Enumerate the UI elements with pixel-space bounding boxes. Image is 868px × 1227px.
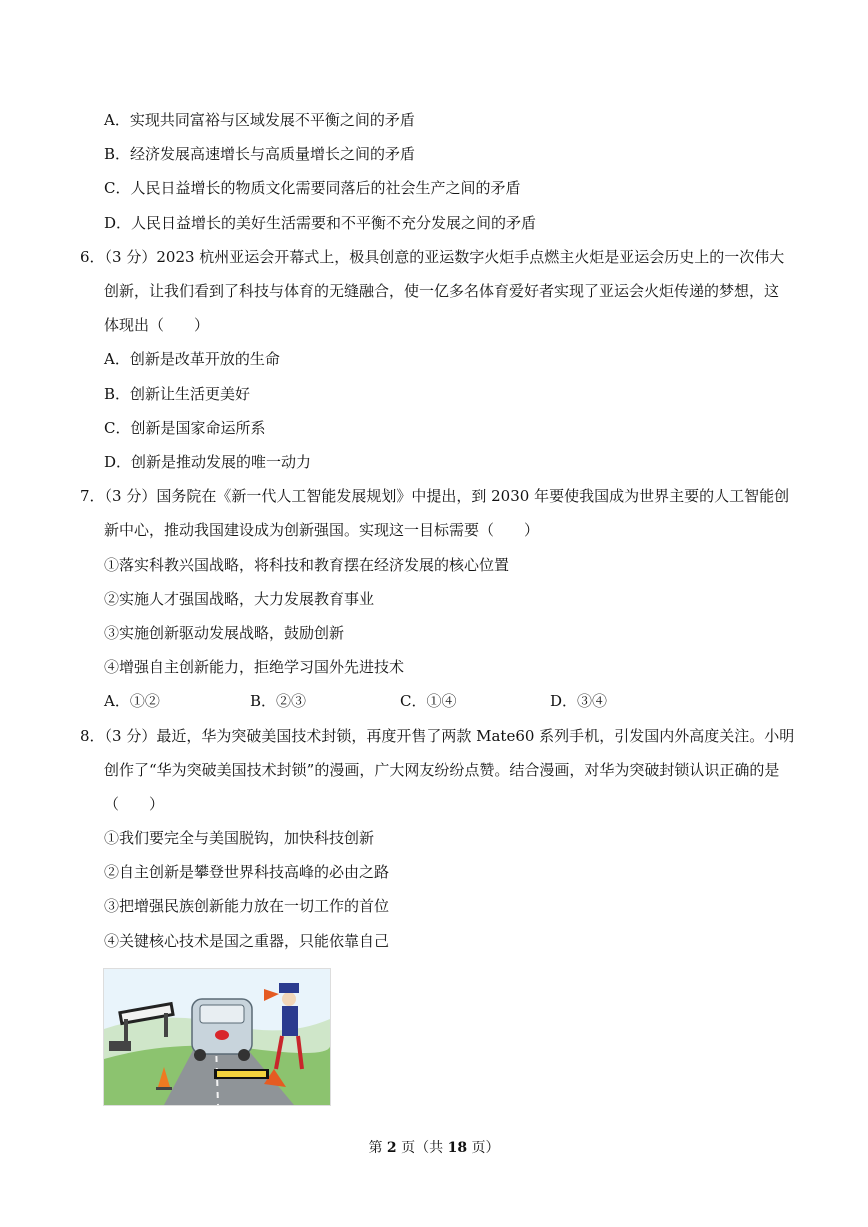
q7-statement-3: ③实施创新驱动发展战略，鼓励创新 — [104, 624, 345, 642]
q6-stem-line3: 体现出（ ） — [104, 316, 210, 334]
q7-stem-line2: 新中心，推动我国建设成为创新强国。实现这一目标需要（ ） — [104, 521, 540, 539]
q8-stem-line1: 8．（3 分）最近，华为突破美国技术封锁，再度开售了两款 Mate60 系列手机，引发国内外高度关注。小明 — [80, 727, 795, 745]
q7-statement-1: ①落实科教兴国战略，将科技和教育摆在经济发展的核心位置 — [104, 556, 510, 574]
q8-statement-1: ①我们要完全与美国脱钩，加快科技创新 — [104, 829, 375, 847]
q8-stem-line3: （ ） — [104, 795, 165, 813]
total-page-number: 18 — [447, 1140, 468, 1156]
q5-option-a: A．实现共同富裕与区域发展不平衡之间的矛盾 — [104, 111, 415, 129]
q6-option-b: B．创新让生活更美好 — [104, 385, 251, 403]
q5-option-b: B．经济发展高速增长与高质量增长之间的矛盾 — [104, 145, 416, 163]
q7-stem-line1: 7．（3 分）国务院在《新一代人工智能发展规划》中提出，到 2030 年要使我国成为世界主要的人工智能创 — [80, 487, 790, 505]
q8-statement-4: ④关键核心技术是国之重器，只能依靠自己 — [104, 932, 390, 950]
q7-choices — [104, 691, 664, 711]
q6-stem-line2: 创新，让我们看到了科技与体育的无缝融合，使一亿多名体育爱好者实现了亚运会火炬传递的梦想，这 — [104, 282, 780, 300]
q7-statement-2: ②实施人才强国战略，大力发展教育事业 — [104, 590, 375, 608]
q5-option-c: C．人民日益增长的物质文化需要同落后的社会生产之间的矛盾 — [104, 179, 521, 197]
footer-prefix: 第 — [368, 1140, 387, 1156]
q6-option-d: D．创新是推动发展的唯一动力 — [104, 453, 312, 471]
q6-option-a: A．创新是改革开放的生命 — [104, 350, 280, 368]
q7-choice-c: C．①④ — [400, 692, 457, 710]
q5-option-d: D．人民日益增长的美好生活需要和不平衡不充分发展之间的矛盾 — [104, 214, 537, 232]
current-page-number: 2 — [386, 1140, 397, 1156]
huawei-cartoon-image — [103, 968, 331, 1106]
q7-choice-b: B．②③ — [250, 692, 307, 710]
q7-choice-d: D．③④ — [550, 692, 608, 710]
q6-option-c: C．创新是国家命运所系 — [104, 419, 266, 437]
q8-statement-2: ②自主创新是攀登世界科技高峰的必由之路 — [104, 863, 390, 881]
q6-stem-line1: 6．（3 分）2023 杭州亚运会开幕式上，极具创意的亚运数字火炬手点燃主火炬是亚运会历史上的一次伟大 — [80, 248, 785, 266]
q8-stem-line2: 创作了“华为突破美国技术封锁”的漫画，广大网友纷纷点赞。结合漫画，对华为突破封锁认识正确的是 — [104, 761, 780, 779]
page-footer — [0, 1138, 868, 1158]
q7-choice-a: A．①② — [104, 692, 160, 710]
footer-suffix: 页） — [467, 1140, 500, 1156]
q8-statement-3: ③把增强民族创新能力放在一切工作的首位 — [104, 897, 390, 915]
footer-middle: 页（共 — [396, 1140, 448, 1156]
q7-statement-4: ④增强自主创新能力，拒绝学习国外先进技术 — [104, 658, 405, 676]
